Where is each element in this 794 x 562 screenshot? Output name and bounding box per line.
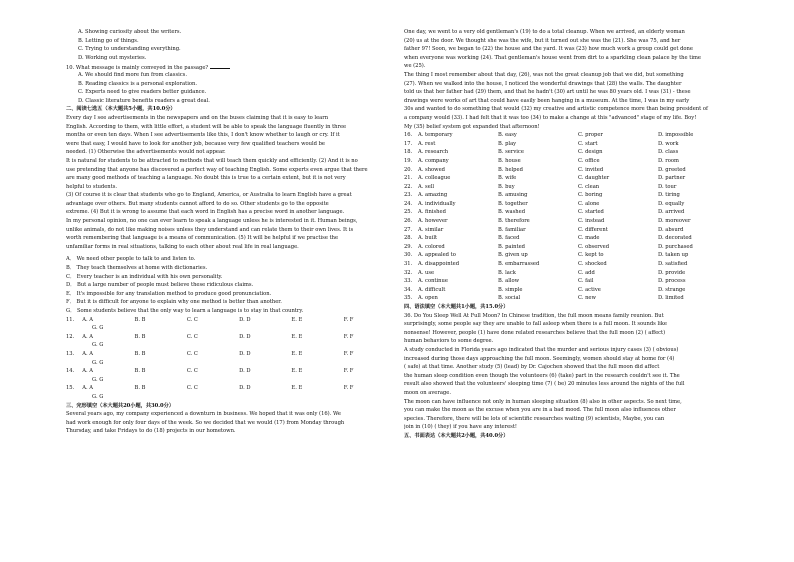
option-c[interactable]: C. started	[578, 209, 604, 216]
option-c[interactable]: C. shocked	[578, 261, 607, 268]
section-3-title: 三、完形填空（本大题共20小题，共30.0分）	[66, 402, 175, 409]
option-c[interactable]: C. active	[578, 286, 601, 293]
option-c[interactable]: C. instead	[578, 218, 605, 225]
option-a[interactable]: A. amazing	[418, 192, 448, 199]
option-b[interactable]: B. therefore	[498, 218, 530, 225]
option-row	[404, 243, 734, 252]
answer-option[interactable]: G. G	[92, 393, 104, 400]
option-c[interactable]: C. made	[578, 235, 600, 242]
q10-option-d: D. Classic literature benefits readers a great deal.	[78, 97, 210, 104]
option-d[interactable]: D. equally	[658, 200, 685, 207]
option-row	[404, 157, 734, 166]
option-b[interactable]: B. faced	[498, 235, 520, 242]
cloze-line: One day, we went to a very old gentleman's (19) to do a total cleanup. When we arrived, an elderly woman	[404, 29, 685, 35]
answer-option[interactable]: D. D	[239, 385, 251, 392]
cloze-line: drawings were works of art that could have easily been hanging in a museum. At the time, I was in my early	[404, 97, 690, 104]
q9-option-c: C. Trying to understanding everything.	[78, 46, 181, 53]
option-row	[404, 208, 734, 217]
option-c[interactable]: C. kept to	[578, 252, 604, 259]
option-d[interactable]: D. provide	[658, 269, 686, 276]
answer-number: 13.	[66, 350, 75, 357]
grammar-line: join in (10) ( they) if you have any interest!	[404, 424, 518, 431]
grammar-line: the human sleep condition even though the volunteers (6) (take) part in the research couldn't see it. The	[404, 372, 680, 379]
grammar-passage	[404, 312, 734, 432]
option-row	[404, 234, 734, 243]
answer-option[interactable]: D. D	[239, 368, 251, 375]
question-number: 31.	[404, 261, 413, 268]
seven-option-d: D． But a large number of people must believe these ridiculous claims.	[66, 282, 254, 289]
option-d[interactable]: D. process	[658, 278, 686, 285]
section-5-title: 五、书面表达（本大题共2小题，共40.0分）	[404, 432, 509, 439]
option-d[interactable]: D. decorated	[658, 235, 692, 242]
option-b[interactable]: B. washed	[498, 209, 526, 216]
answer-option[interactable]: B. B	[134, 385, 146, 392]
grammar-line: species. Therefore, there will be lots of scientific researches waiting (9) scientists, Maybe, you can	[404, 415, 665, 422]
answer-row-13	[66, 350, 396, 359]
question-number: 17.	[404, 140, 413, 147]
passage-line: needed. (1) Otherwise the advertisements would not appear.	[66, 149, 226, 156]
passage-line: were that easy, I would have to look for another job, because very few qualified teachers would be	[66, 140, 325, 147]
answer-option[interactable]: A. A	[82, 333, 94, 340]
q9-option-d: D. Working out mysteries.	[78, 54, 147, 61]
option-b[interactable]: B. house	[498, 157, 521, 164]
q10-option-a: A. We should find more fun from classics.	[78, 71, 187, 78]
cloze-line: told us that her father had (29) them, and that he hadn't (30) art until he was 80 years old. I was (31) - these	[404, 89, 691, 96]
answer-option[interactable]: C. C	[186, 385, 198, 392]
option-a[interactable]: A. sell	[418, 183, 435, 190]
grammar-line: result also showed that the volunteers' sleeping time (7) ( be) 20 minutes less around the nights of the full	[404, 381, 685, 388]
cloze-line: when everyone was working (24). That gentleman's house went from dirt to a sparkling clean palace by the time	[404, 54, 701, 61]
passage-line: It is natural for students to be attracted to methods that will teach them quickly and efficiently. (2) And it is no	[66, 157, 358, 164]
option-c[interactable]: C. add	[578, 269, 595, 276]
cloze-options	[404, 131, 734, 303]
q9-option-a: A. Showing curiosity about the writers.	[78, 29, 182, 35]
option-d[interactable]: D. satisfied	[658, 261, 688, 268]
option-d[interactable]: D. purchased	[658, 243, 693, 250]
option-a[interactable]: A. temporary	[418, 132, 453, 139]
answer-option[interactable]: E. E	[291, 333, 303, 340]
passage-line: In my personal opinion, no one can ever learn to speak a language unless he is interested in it. Human beings,	[66, 218, 358, 225]
option-b[interactable]: B. familiar	[498, 226, 526, 233]
seven-options	[66, 255, 396, 315]
question-number: 18.	[404, 149, 413, 156]
seven-option-c: C． Every teacher is an individual with his own personality.	[66, 273, 223, 280]
option-row	[404, 277, 734, 286]
option-b[interactable]: B. helped	[498, 166, 523, 173]
option-d[interactable]: D. limited	[658, 295, 684, 302]
answer-row-14	[66, 367, 396, 376]
cloze-line: (20) us at the door. We thought she was the wife, but it turned out she was the (21). She was 75, and her	[404, 37, 681, 44]
option-b[interactable]: B. lack	[498, 269, 516, 276]
passage-line: unlike animals, do not like making noises unless they understand and can relate them to their own lives. It is	[66, 226, 354, 233]
answer-option[interactable]: G. G	[92, 376, 104, 383]
answer-option[interactable]: G. G	[92, 359, 104, 366]
seven-option-b: B． They teach themselves at home with dictionaries.	[66, 265, 208, 272]
answer-option[interactable]: B. B	[134, 333, 146, 340]
answer-number: 12.	[66, 333, 75, 340]
answer-option[interactable]: C. C	[186, 368, 198, 375]
grammar-line: nonsense! However, people (1) have done related researches believe that the full moon (2) ( affect)	[404, 329, 666, 336]
cloze-line: father 97! Soon, we began to (22) the house and the yard. It was (23) how much work a group could get done	[404, 46, 693, 53]
option-a[interactable]: A. colored	[418, 243, 445, 250]
question-number: 20.	[404, 166, 413, 173]
option-b[interactable]: B. amusing	[498, 192, 528, 199]
passage-line: (3) Of course it is clear that students who go to England, America, or Australia to learn English have a great	[66, 192, 352, 199]
answer-option[interactable]: E. E	[291, 385, 303, 392]
answer-option[interactable]: F. F	[343, 333, 354, 340]
question-number: 24.	[404, 200, 413, 207]
passage-line: use pretending that anyone has discovered a perfect way of teaching English. Some experts even argue that there	[66, 166, 368, 173]
question-number: 28.	[404, 235, 413, 242]
option-a[interactable]: A. colleague	[418, 175, 451, 182]
option-row	[404, 251, 734, 260]
option-a[interactable]: A. difficult	[418, 286, 446, 293]
option-row	[404, 131, 734, 140]
answer-option[interactable]: F. F	[343, 316, 354, 323]
question-number: 30.	[404, 252, 413, 259]
option-d[interactable]: D. taken up	[658, 252, 689, 259]
cloze-line: The thing I most remember about that day, (26), was not the great cleanup job that we did, but something	[404, 71, 684, 78]
option-d[interactable]: D. arrived	[658, 209, 685, 216]
question-number: 19.	[404, 157, 413, 164]
option-c[interactable]: C. new	[578, 295, 596, 302]
option-a[interactable]: A. disappointed	[418, 261, 460, 268]
answer-row-15	[66, 384, 396, 393]
passage-line: English. According to them, with little effort, a student will be able to speak the language fluently in three	[66, 123, 347, 130]
question-number: 23.	[404, 192, 413, 199]
answer-option[interactable]: D. D	[239, 333, 251, 340]
option-c[interactable]: C. start	[578, 140, 598, 147]
q10-option-c: C. Experts need to give readers better guidance.	[78, 89, 207, 96]
option-a[interactable]: A. continue	[418, 278, 448, 285]
option-a[interactable]: A. research	[418, 149, 449, 156]
grammar-line: increased during those days approaching the full moon. Seemingly, women should stay at home for (4)	[404, 355, 675, 362]
option-b[interactable]: B. allow	[498, 278, 520, 285]
cloze-line: (27). When we walked into the house, I noticed the wonderful drawings that (28) the walls. The daughter	[404, 80, 682, 87]
answer-option[interactable]: D. D	[239, 316, 251, 323]
option-row	[404, 226, 734, 235]
grammar-line: The moon can have influence not only in human sleeping situation (8) also in other aspects. So next time,	[404, 398, 682, 405]
answer-option[interactable]: B. B	[134, 316, 146, 323]
option-b[interactable]: B. buy	[498, 183, 515, 190]
answer-grid	[66, 316, 396, 402]
answer-option[interactable]: C. C	[186, 350, 198, 357]
answer-option[interactable]: E. E	[291, 368, 303, 375]
option-d[interactable]: D. class	[658, 149, 679, 156]
option-b[interactable]: B. embarrassed	[498, 261, 540, 268]
passage-line: extreme. (4) But it is wrong to assume that each word in English has a precise word in another language.	[66, 209, 345, 216]
option-c[interactable]: C. boring	[578, 192, 603, 199]
answer-option[interactable]: B. B	[134, 368, 146, 375]
passage-line: months or even ten days. When I see advertisements like this, I don't know whether to laugh or cry. If it	[66, 132, 340, 139]
option-row	[404, 200, 734, 209]
option-d[interactable]: D. strange	[658, 286, 686, 293]
option-row	[404, 286, 734, 295]
right-column	[404, 28, 734, 441]
answer-option[interactable]: A. A	[82, 368, 94, 375]
option-c[interactable]: C. fail	[578, 278, 594, 285]
answer-option[interactable]: A. A	[82, 350, 94, 357]
cloze-line: Several years ago, my company experienced a downturn in business. We hoped that it was only (16). We	[66, 411, 341, 418]
option-a[interactable]: A. company	[418, 157, 449, 164]
answer-option[interactable]: F. F	[343, 385, 354, 392]
answer-row-12	[66, 333, 396, 342]
option-row	[404, 191, 734, 200]
option-b[interactable]: B. easy	[498, 132, 517, 139]
option-c[interactable]: C. office	[578, 157, 600, 164]
answer-option[interactable]: G. G	[92, 342, 104, 349]
answer-number: 14.	[66, 368, 75, 375]
section-4-title: 四、语法填空（本大题共1小题，共15.0分）	[404, 304, 509, 310]
option-row	[404, 269, 734, 278]
option-c[interactable]: C. different	[578, 226, 608, 233]
grammar-line: human behaviors to some degree.	[404, 338, 494, 345]
grammar-line: A study conducted in Florida years ago indicated that the murder and serious injury cases (3) ( obvious)	[404, 346, 679, 353]
question-number: 25.	[404, 209, 413, 216]
option-b[interactable]: B. service	[498, 149, 524, 156]
grammar-line: surprisingly, some people say they are unable to fall asleep when there is a full moon. It sounds like	[404, 321, 667, 328]
cloze-line: we (25).	[404, 63, 426, 70]
answer-blank	[210, 62, 230, 69]
option-c[interactable]: C. design	[578, 149, 603, 156]
passage-line: Every day I see advertisements in the newspapers and on the buses claiming that it is easy to learn	[66, 114, 329, 121]
answer-number: 11.	[66, 316, 75, 323]
question-number: 26.	[404, 218, 413, 225]
question-number: 22.	[404, 183, 413, 190]
cloze-line: Thursday, and take Fridays to do (18) projects in our hometown.	[66, 428, 236, 435]
answer-option[interactable]: G. G	[92, 325, 104, 332]
option-row	[404, 294, 734, 303]
question-10: 10. What message is mainly conveyed in the passage?	[66, 62, 396, 71]
answer-option[interactable]: F. F	[343, 368, 354, 375]
answer-option[interactable]: F. F	[343, 350, 354, 357]
passage-line: are many good methods of teaching a language. No doubt this is true to a certain extent, but it is not very	[66, 175, 346, 182]
option-c[interactable]: C. observed	[578, 243, 610, 250]
question-number: 21.	[404, 175, 413, 182]
seven-option-f: F． But it is difficult for anyone to explain why one method is better than another.	[66, 299, 282, 306]
option-b[interactable]: B. given up	[498, 252, 528, 259]
seven-option-g: G． Some students believe that the only way to learn a language is to stay in that country.	[66, 308, 304, 314]
section-2-title: 二、阅读七选五（本大题共5小题，共10.0分）	[66, 106, 176, 113]
option-row	[404, 174, 734, 183]
answer-option[interactable]: C. C	[186, 333, 198, 340]
cloze-line: had work enough for only four days of the week. So we decided that we would (17) from Monday through	[66, 419, 345, 426]
left-column	[66, 28, 396, 436]
option-a[interactable]: A. use	[418, 269, 435, 276]
option-a[interactable]: A. appealed to	[418, 252, 456, 259]
question-number: 32.	[404, 269, 413, 276]
passage-line: helpful to students.	[66, 183, 118, 190]
option-a[interactable]: A. individually	[418, 200, 456, 207]
grammar-line: ( safe) at that time. Another study (5) (lead) by Dr. Cajochen showed that the full moon did affect	[404, 364, 660, 371]
answer-number: 15.	[66, 385, 75, 392]
answer-option[interactable]: E. E	[291, 350, 303, 357]
option-d[interactable]: D. partner	[658, 175, 686, 182]
option-a[interactable]: A. open	[418, 295, 438, 302]
cloze-passage	[404, 28, 734, 131]
option-a[interactable]: A. rest	[418, 140, 436, 147]
option-c[interactable]: C. alone	[578, 200, 600, 207]
option-b[interactable]: B. painted	[498, 243, 525, 250]
answer-row-11	[66, 316, 396, 325]
option-a[interactable]: A. built	[418, 235, 438, 242]
seven-option-a: A． We need other people to talk to and listen to.	[66, 256, 196, 263]
reading-passage	[66, 114, 396, 252]
answer-option[interactable]: A. A	[82, 385, 94, 392]
grammar-line: 36. Do You Sleep Well At Full Moon? In Chinese tradition, the full moon means family reunion. But	[404, 312, 664, 319]
option-b[interactable]: B. wife	[498, 175, 517, 182]
option-d[interactable]: D. moreover	[658, 218, 691, 225]
grammar-line: moon on average.	[404, 389, 451, 396]
option-row	[404, 140, 734, 149]
option-d[interactable]: D. absurd	[658, 226, 684, 233]
question-number: 34.	[404, 286, 413, 293]
seven-option-e: E． It's impossible for any translation method to produce good pronunciation.	[66, 290, 272, 297]
option-row	[404, 148, 734, 157]
option-d[interactable]: D. tiring	[658, 192, 680, 199]
option-a[interactable]: A. however	[418, 218, 448, 225]
option-row	[404, 260, 734, 269]
option-b[interactable]: B. play	[498, 140, 517, 147]
passage-line: advantage over others. But many students cannot afford to do so. Other students go to the opposite	[66, 200, 329, 207]
option-d[interactable]: D. work	[658, 140, 679, 147]
cloze-line: My (35) belief system got expanded that afternoon!	[404, 123, 540, 130]
question-number: 35.	[404, 295, 413, 302]
option-row	[404, 217, 734, 226]
option-c[interactable]: C. proper	[578, 132, 603, 139]
q10-option-b: B. Reading classics is a personal exploration.	[78, 80, 197, 87]
option-row	[404, 183, 734, 192]
cloze-line: 30s and wanted to do something that would (32) my creative and artistic competence more than being president of	[404, 106, 708, 113]
question-number: 29.	[404, 243, 413, 250]
cloze-line: a company would (33). I had felt that it was too (34) to make a change at this "advanced" stage of my life. Boy!	[404, 114, 697, 121]
q9-option-b: B. Letting go of things.	[78, 37, 139, 44]
question-number: 33.	[404, 278, 413, 285]
answer-option[interactable]: D. D	[239, 350, 251, 357]
passage-line: unfamiliar forms in real situations, talking to each other about real life in real language.	[66, 243, 299, 250]
option-d[interactable]: D. tour	[658, 183, 677, 190]
question-number: 27.	[404, 226, 413, 233]
grammar-line: you can make the moon as the excuse when you are in a bad mood. The full moon also influences other	[404, 407, 676, 414]
answer-option[interactable]: A. A	[82, 316, 94, 323]
option-c[interactable]: C. daughter	[578, 175, 610, 182]
option-b[interactable]: B. social	[498, 295, 521, 302]
answer-option[interactable]: C. C	[186, 316, 198, 323]
option-d[interactable]: D. greeted	[658, 166, 686, 173]
option-row	[404, 166, 734, 175]
answer-option[interactable]: B. B	[134, 350, 146, 357]
option-a[interactable]: A. similar	[418, 226, 444, 233]
question-number: 16.	[404, 132, 413, 139]
option-d[interactable]: D. impossible	[658, 132, 694, 139]
option-a[interactable]: A. finished	[418, 209, 446, 216]
option-b[interactable]: B. simple	[498, 286, 523, 293]
option-a[interactable]: A. showed	[418, 166, 446, 173]
option-d[interactable]: D. room	[658, 157, 679, 164]
option-c[interactable]: C. invited	[578, 166, 604, 173]
option-b[interactable]: B. together	[498, 200, 528, 207]
passage-line: worth remembering that language is a means of communication. (5) It will be helpful if we practise the	[66, 235, 339, 242]
answer-option[interactable]: E. E	[291, 316, 303, 323]
option-c[interactable]: C. clean	[578, 183, 600, 190]
